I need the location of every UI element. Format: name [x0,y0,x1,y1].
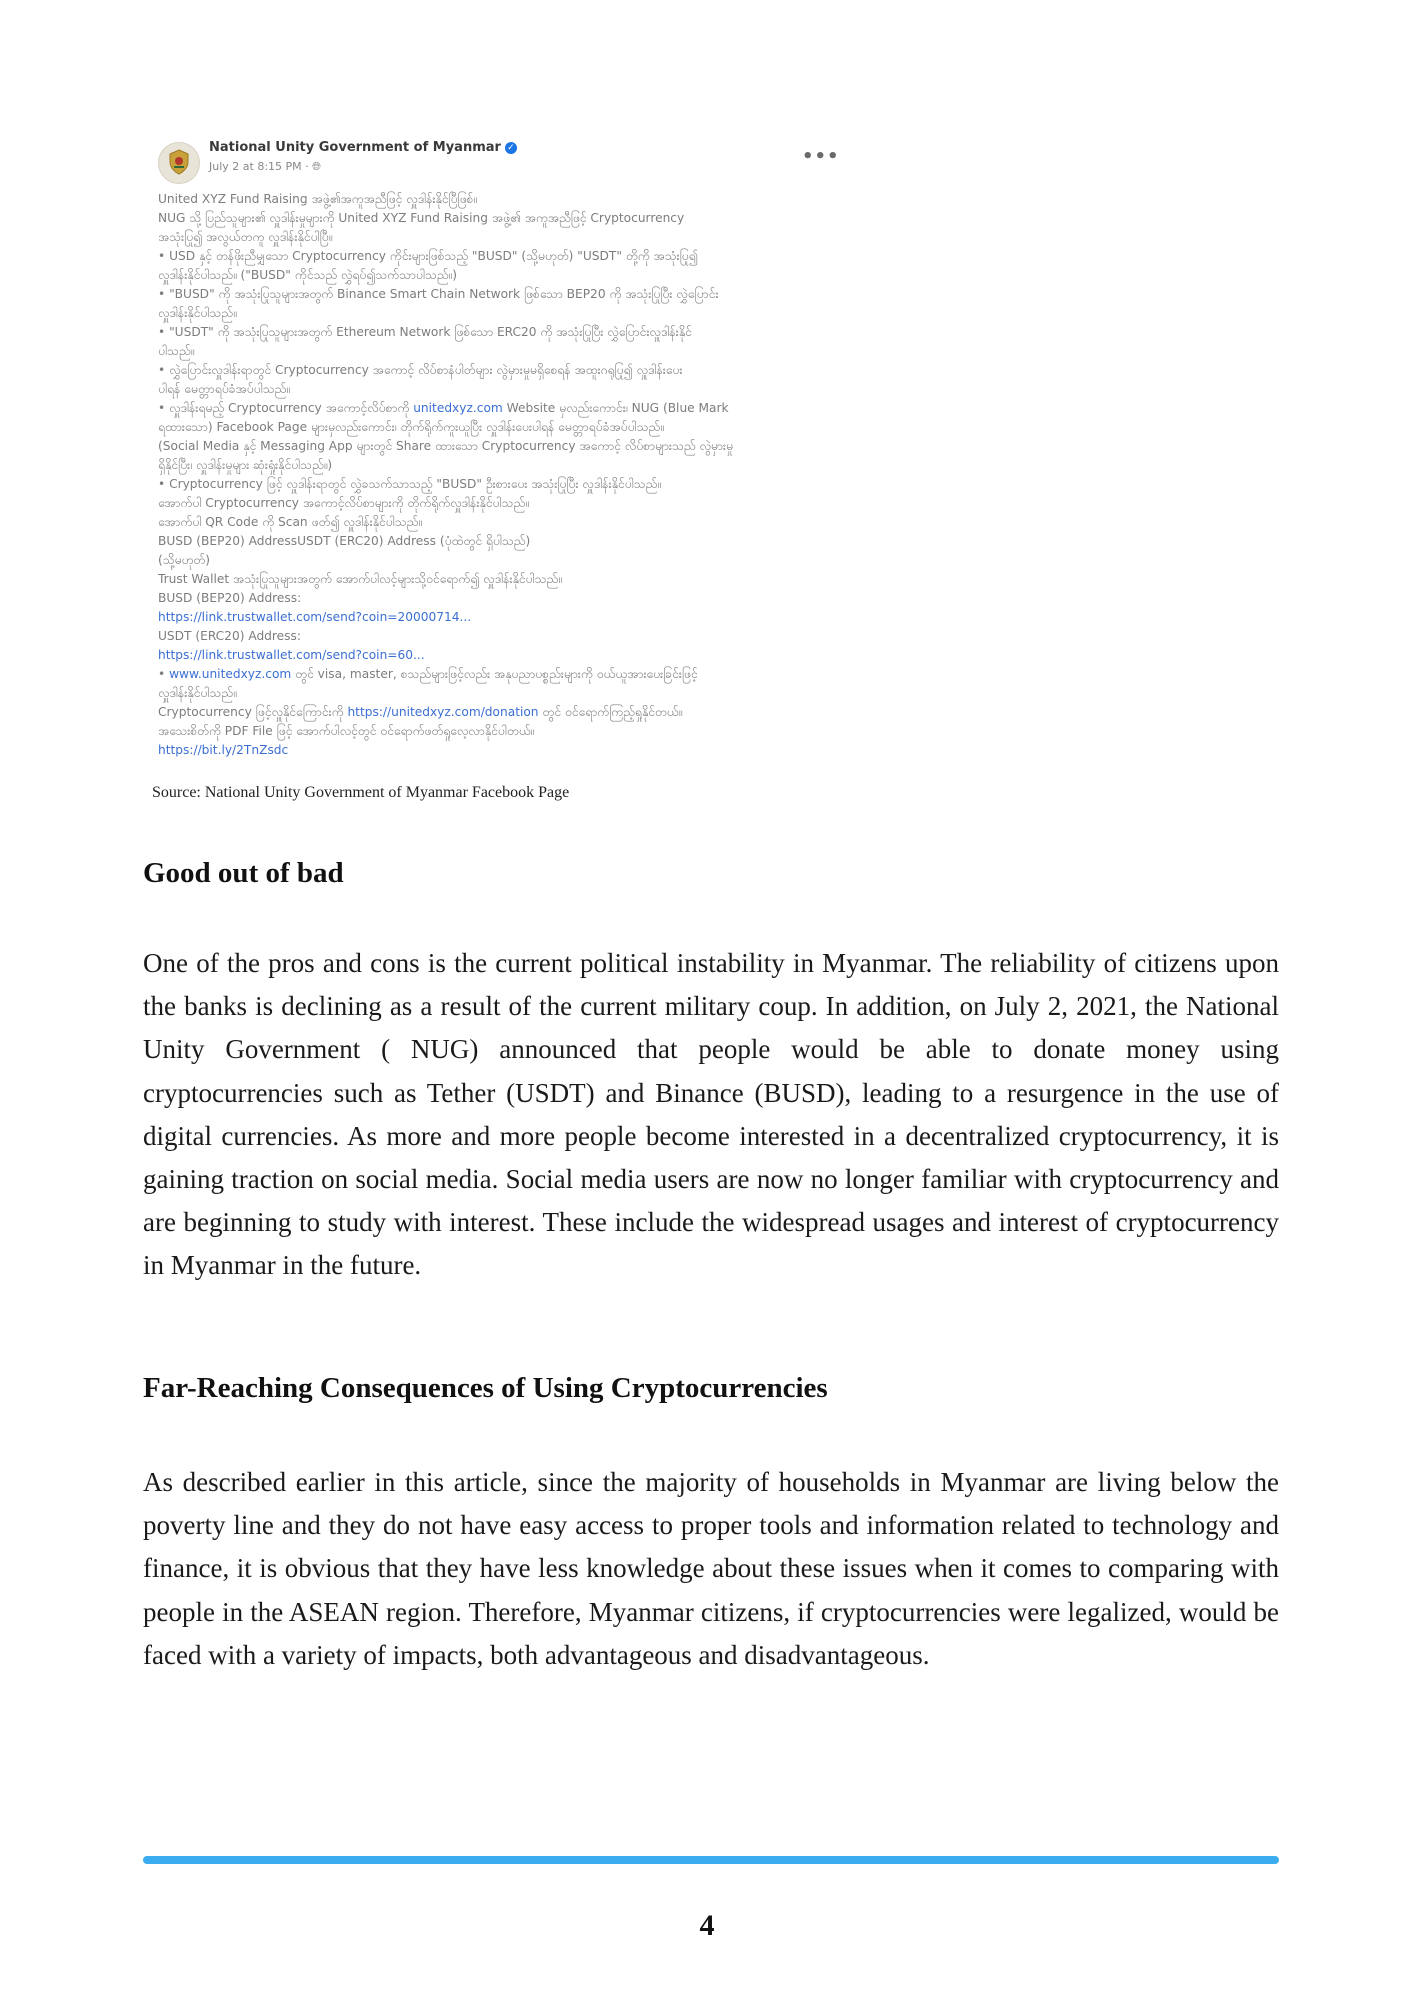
post-text-line: • "USDT" ကို အသုံးပြုသူများအတွက် Ethereum Network ဖြစ်သော ERC20 ကို အသုံးပြုပြီး လွှဲပြောင်းလှူဒါန်းနိုင် [158,325,692,339]
post-text-segment: • [158,667,170,681]
post-link[interactable]: unitedxyz.com [413,401,503,415]
post-text-line: • လွှဲပြောင်းလှူဒါန်းရာတွင် Cryptocurrency အကောင့် လိပ်စာနံပါတ်များ လွဲမှားမှုမရှိစေရန် အထူးဂရုပြု၍ လှူဒါန်းပေး [158,363,683,377]
emblem-icon [167,149,191,175]
section-paragraph-good-out-of-bad: One of the pros and cons is the current political instability in Myanmar. The reliability of citizens upon the banks is declining as a result of the current military coup. In addition, on July 2, 2021, the National Unity Government ( NUG) announced that people would be able to donate money using cryptocurrencies such as Tether (USDT) and Binance (BUSD), leading to a resurgence in the use of digital currencies. As more and more people become interested in a decentralized cryptocurrency, it is gaining traction on social media. Social media users are now no longer familiar with cryptocurrency and are beginning to study with interest. These include the widespread usages and interest of cryptocurrency in Myanmar in the future. [143,948,1279,1281]
post-text-line: NUG သို့ ပြည်သူများ၏ လှူဒါန်းမှုများကို United XYZ Fund Raising အဖွဲ့၏ အကူအညီဖြင့် Cryptocurrency [158,211,685,225]
post-text-line [158,646,858,665]
post-text-segment: တွင် ဝင်ရောက်ကြည့်ရှုနိုင်တယ်။ [538,705,683,719]
post-text-line: လှူဒါန်းနိုင်ပါသည်။ [158,686,237,700]
post-link[interactable]: https://bit.ly/2TnZsdc [158,743,289,757]
post-text-line [158,665,858,684]
section-heading-good-out-of-bad: Good out of bad [143,857,344,889]
globe-icon: 🌐︎ [312,160,321,173]
footer-divider [143,1856,1279,1864]
section-heading-far-reaching-consequences: Far-Reaching Consequences of Using Cryptocurrencies [143,1372,828,1404]
post-text-line: BUSD (BEP20) AddressUSDT (ERC20) Address (ပုံထဲတွင် ရှိပါသည်) [158,534,531,548]
post-text-line [158,608,858,627]
more-options-icon[interactable]: ••• [802,146,840,167]
post-text-segment: Cryptocurrency ဖြင့်လှူနိုင်ကြောင်းကို [158,705,348,719]
post-text-line: United XYZ Fund Raising အဖွဲ့၏အကူအညီဖြင့် လှူဒါန်းနိုင်ပြီဖြစ်။ [158,192,478,206]
post-text-line: USDT (ERC20) Address: [158,629,301,643]
image-caption: Source: National Unity Government of Myanmar Facebook Page [152,784,570,801]
post-text-line [158,399,858,418]
post-text-line [158,703,858,722]
post-text-segment: • လှူဒါန်းရမည့် Cryptocurrency အကောင့်လိပ်စာကို [158,401,414,415]
post-text-line: ပါရန် မေတ္တာရပ်ခံအပ်ပါသည်။ [158,382,290,396]
post-text-line: ပါသည်။ [158,344,195,358]
post-text-line: အသုံးပြု၍ အလွယ်တကူ လှူဒါန်းနိုင်ပါပြီ။ [158,230,333,244]
post-link[interactable]: https://link.trustwallet.com/send?coin=60... [158,648,425,662]
post-body [158,190,858,760]
verified-badge-icon: ✓ [505,142,517,154]
nug-logo-avatar [158,142,200,184]
post-text-line: လှူဒါန်းနိုင်ပါသည်။ [158,306,237,320]
post-text-line: (သို့မဟုတ်) [158,553,211,567]
post-text-line: BUSD (BEP20) Address: [158,591,302,605]
post-text-line: ရှိနိုင်ပြီး၊ လှူဒါန်းမှုများ ဆုံးရှုံးနိုင်ပါသည်။) [158,458,333,472]
post-text-line [158,741,858,760]
post-timestamp[interactable]: July 2 at 8:15 PM · [209,160,309,173]
facebook-post-screenshot [152,132,862,764]
post-text-line: လှူဒါန်းနိုင်ပါသည်။ ("BUSD" ကိုင်သည် လွှဲရပ်၍သက်သာပါသည်။) [158,268,457,282]
post-text-line: • USD နှင့် တန်ဖိုးညီမျှသော Cryptocurrency ကိုင်းများဖြစ်သည့် "BUSD" (သို့မဟုတ်) "USDT" တို့ကို အသုံးပြု၍ [158,249,698,263]
post-author-name[interactable]: National Unity Government of Myanmar [209,140,501,155]
post-link[interactable]: https://unitedxyz.com/donation [347,705,539,719]
post-meta [209,160,321,174]
post-link[interactable]: https://link.trustwallet.com/send?coin=20000714... [158,610,472,624]
post-text-line: (Social Media နှင့် Messaging App များတွင် Share ထားသော Cryptocurrency အကောင့် လိပ်စာများသည် လွဲမှားမှု [158,439,733,453]
post-text-line: အောက်ပါ QR Code ကို Scan ဖတ်၍ လှူဒါန်းနိုင်ပါသည်။ [158,515,422,529]
post-text-line: • Cryptocurrency ဖြင့် လှူဒါန်းရာတွင် လွှဲခသက်သာသည့် "BUSD" ဦးစားပေး အသုံးပြုပြီး လှူဒါန်းနိုင်ပါသည်။ [158,477,661,491]
post-text-line: အသေးစိတ်ကို PDF File ဖြင့် အောက်ပါလင့်တွင် ဝင်ရောက်ဖတ်ရှုလေ့လာနိုင်ပါတယ်။ [158,724,535,738]
post-text-line: Trust Wallet အသုံးပြုသူများအတွက် အောက်ပါလင့်များသို့ဝင်ရောက်၍ လှူဒါန်းနိုင်ပါသည်။ [158,572,562,586]
post-author[interactable] [209,140,517,155]
post-text-segment: တွင် visa, master, စသည်များဖြင့်လည်း အနုပညာပစ္စည်းများကို ဝယ်ယူအားပေးခြင်းဖြင့် [291,667,698,681]
post-text-line: အောက်ပါ Cryptocurrency အကောင့်လိပ်စာများကို တိုက်ရိုက်လှူဒါန်းနိုင်ပါသည်။ [158,496,529,510]
post-link[interactable]: www.unitedxyz.com [169,667,292,681]
page-number: 4 [699,1909,715,1942]
section-paragraph-far-reaching-consequences: As described earlier in this article, since the majority of households in Myanmar are living below the poverty line and they do not have easy access to proper tools and information related to technology and finance, it is obvious that they have less knowledge about these issues when it comes to comparing with people in the ASEAN region. Therefore, Myanmar citizens, if cryptocurrencies were legalized, would be faced with a variety of impacts, both advantageous and disadvantageous. [143,1467,1279,1670]
post-text-segment: Website မှလည်းကောင်း၊ NUG (Blue Mark [502,401,729,415]
post-text-line: ရထားသော) Facebook Page များမှလည်းကောင်း၊ တိုက်ရိုက်ကူးယူပြီး လှူဒါန်းပေးပါရန် မေတ္တာရပ်ခံအပ်ပါသည်။ [158,420,664,434]
post-text-line: • "BUSD" ကို အသုံးပြုသူများအတွက် Binance Smart Chain Network ဖြစ်သော BEP20 ကို အသုံးပြုပြီး လွှဲပြောင်း [158,287,719,301]
